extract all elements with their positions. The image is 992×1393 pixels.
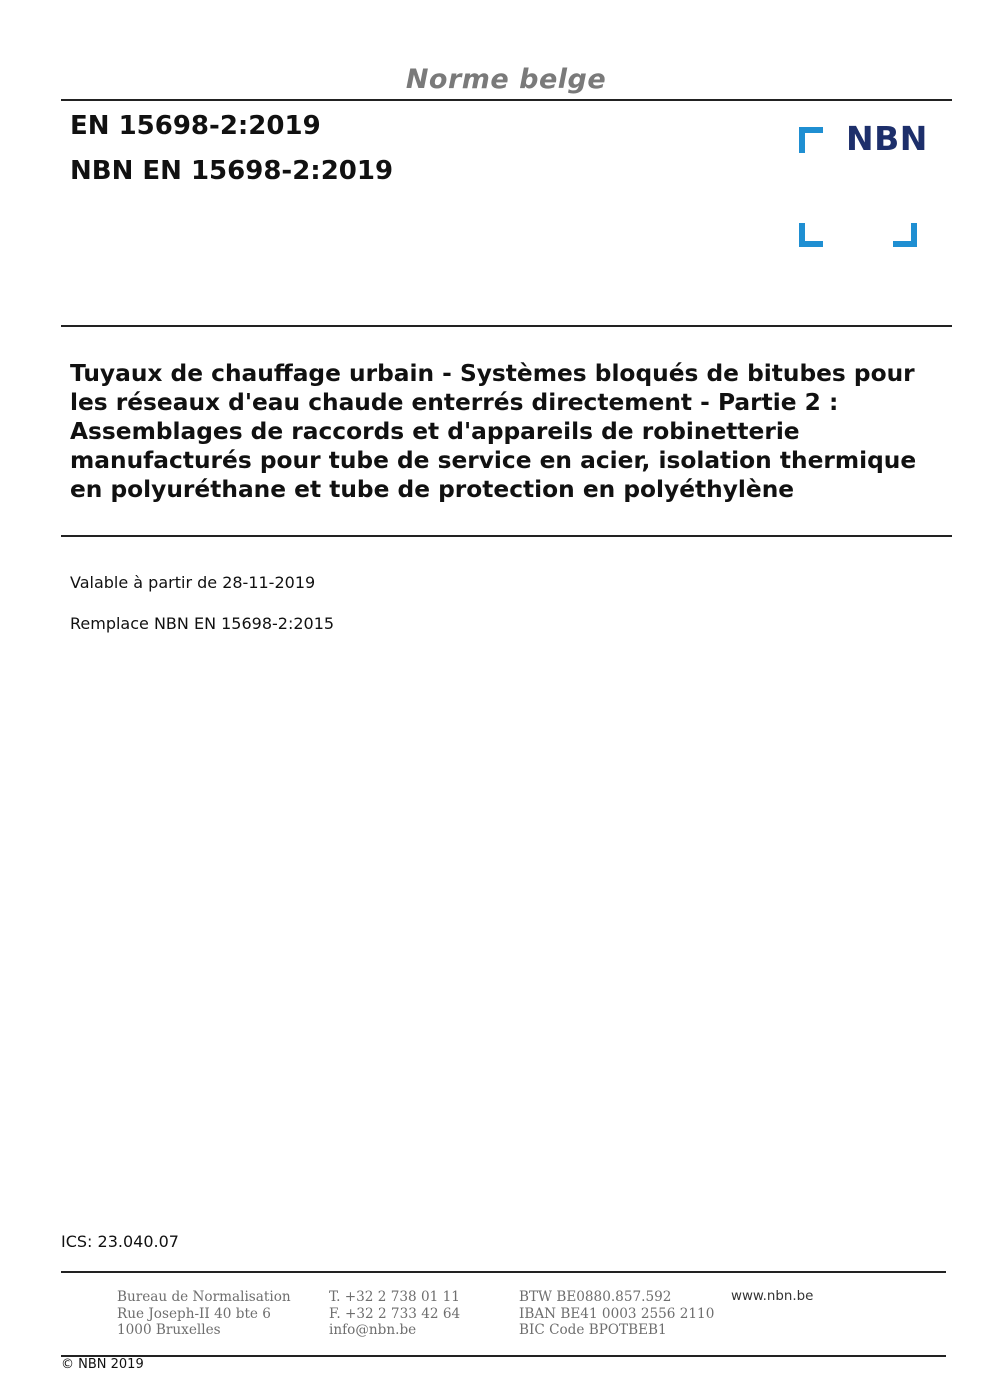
title-line: manufacturés pour tube de service en acier, isolation thermique <box>70 447 917 474</box>
address-line: 1000 Bruxelles <box>117 1322 221 1338</box>
document-type-label: Norme belge <box>405 64 607 95</box>
phone-number: T. +32 2 738 01 11 <box>329 1289 460 1305</box>
title-top-divider <box>61 325 952 327</box>
email-link[interactable]: info@nbn.be <box>329 1322 417 1338</box>
document-title <box>70 359 950 504</box>
title-bottom-divider <box>61 535 952 537</box>
address-line: Rue Joseph-II 40 bte 6 <box>117 1305 271 1322</box>
iban-number: IBAN BE41 0003 2556 2110 <box>519 1305 715 1322</box>
title-line: Assemblages de raccords et d'appareils de robinetterie <box>70 418 800 445</box>
replaces-text: Remplace NBN EN 15698-2:2015 <box>70 614 335 633</box>
header-divider <box>61 99 952 101</box>
vat-number: BTW BE0880.857.592 <box>519 1289 672 1305</box>
copyright-text: © NBN 2019 <box>61 1357 144 1372</box>
standard-code-en: EN 15698-2:2019 <box>70 111 321 141</box>
bic-code: BIC Code BPOTBEB1 <box>519 1322 667 1338</box>
address-line: Bureau de Normalisation <box>117 1289 291 1305</box>
title-line: Tuyaux de chauffage urbain - Systèmes bloqués de bitubes pour <box>70 360 915 387</box>
standard-code-nbn: NBN EN 15698-2:2019 <box>70 156 394 186</box>
footer-top-divider <box>61 1271 946 1273</box>
footer-address <box>117 1289 291 1339</box>
title-line: en polyuréthane et tube de protection en polyéthylène <box>70 476 795 503</box>
footer-bank <box>519 1289 714 1339</box>
footer-contact <box>329 1289 460 1339</box>
website-link[interactable]: www.nbn.be <box>731 1289 814 1304</box>
fax-number: F. +32 2 733 42 64 <box>329 1305 461 1322</box>
nbn-logo-text: NBN <box>846 119 928 158</box>
ics-code: ICS: 23.040.07 <box>61 1232 179 1251</box>
footer-bottom-divider <box>61 1355 946 1357</box>
valid-from-text: Valable à partir de 28-11-2019 <box>70 573 316 592</box>
title-line: les réseaux d'eau chaude enterrés directement - Partie 2 : <box>70 389 839 416</box>
